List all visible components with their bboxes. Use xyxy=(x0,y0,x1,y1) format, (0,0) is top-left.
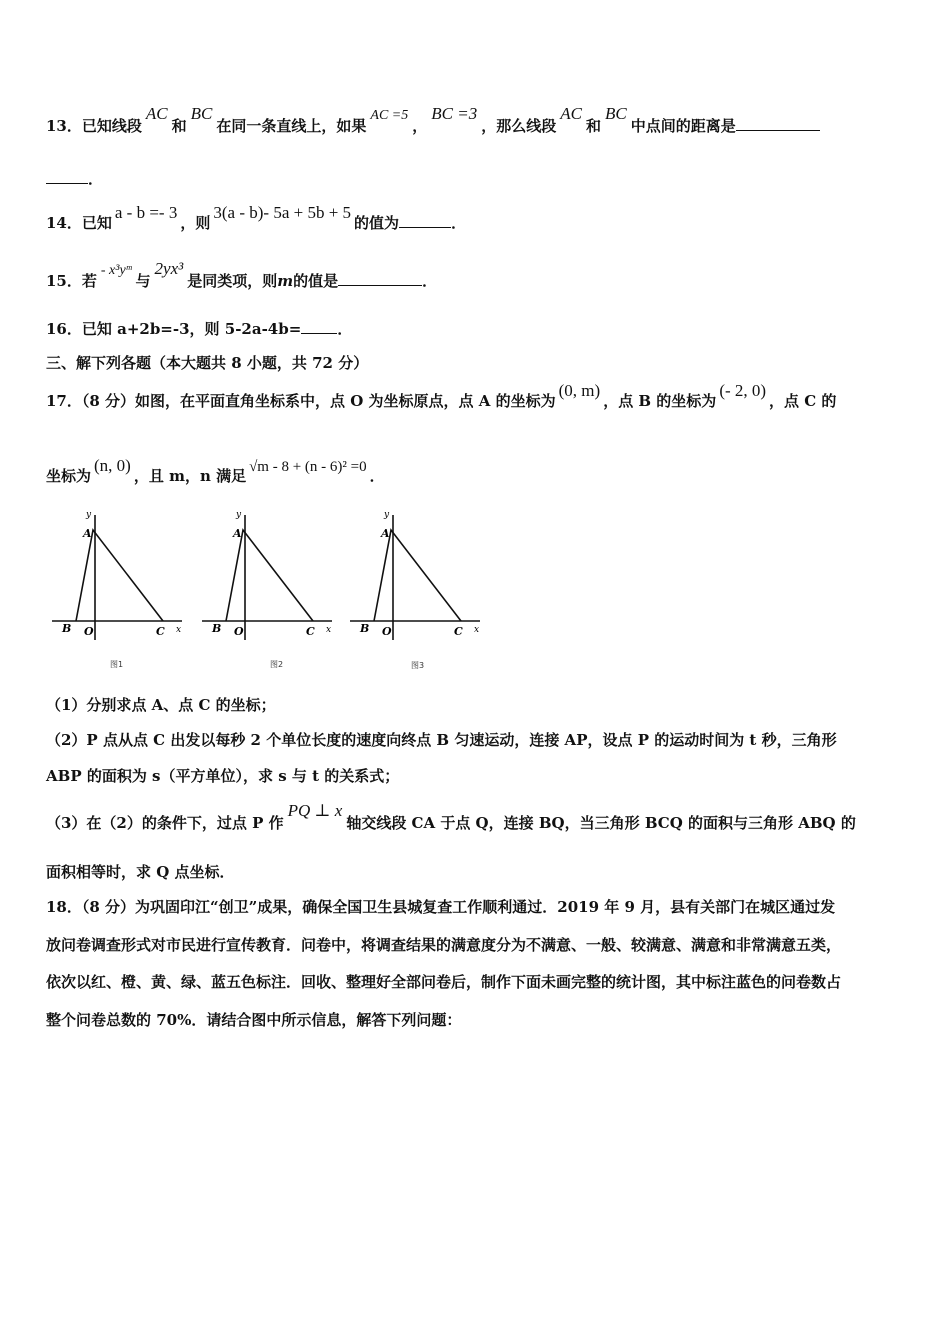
q14-tail: ． xyxy=(451,214,467,232)
q17-text-6: ． xyxy=(369,467,385,485)
x-axis-label: x xyxy=(474,625,480,635)
point-b-label: B xyxy=(212,622,222,635)
q15-tail: ． xyxy=(422,272,438,290)
q18-line-3: 依次以红、橙、黄、绿、蓝五色标注．回收、整理好全部问卷后，制作下面未画完整的统计图，其中标注蓝色的问卷数占 xyxy=(46,973,842,991)
q15-text-4: 的值是 xyxy=(293,272,339,290)
point-b-label: B xyxy=(62,622,72,635)
q13-text-6: 和 xyxy=(585,117,601,135)
math-expression: 3(a - b)- 5a + 5b + 5 xyxy=(213,203,352,222)
point-c-label: C xyxy=(454,625,463,638)
q18-line-4: 整个问卷总数的 70%．请结合图中所示信息，解答下列问题： xyxy=(46,1011,462,1029)
question-number: 15． xyxy=(46,272,82,290)
figure-2 xyxy=(200,505,340,645)
q16-tail: ． xyxy=(337,320,353,338)
q17-text-2: ，点 B 的坐标为 xyxy=(603,392,717,410)
figure-1-caption: 图1 xyxy=(110,660,124,669)
question-15 xyxy=(46,259,438,291)
point-a-label: A xyxy=(83,527,92,540)
q14-text-3: 的值为 xyxy=(354,214,400,232)
q13-tail: ． xyxy=(88,170,104,188)
q17-part-3 xyxy=(46,801,856,833)
point-c-label: C xyxy=(156,625,165,638)
origin-label: O xyxy=(382,625,392,638)
answer-blank[interactable] xyxy=(46,171,88,184)
q13-text-2: 和 xyxy=(171,117,187,135)
origin-label: O xyxy=(234,625,244,638)
q15-text-2: 与 xyxy=(135,272,151,290)
question-14 xyxy=(46,203,467,233)
math-point-b: (- 2, 0) xyxy=(719,381,767,400)
q17-part-3-text-2: 轴交线段 CA 于点 Q，连接 BQ，当三角形 BCQ 的面积与三角形 ABQ 的 xyxy=(346,814,856,832)
question-number: 14． xyxy=(46,214,82,232)
math-bc: BC xyxy=(190,104,213,123)
question-number: 17． xyxy=(46,392,82,410)
figure-3 xyxy=(348,505,488,645)
q17-part-2-line-1: （2）P 点从点 C 出发以每秒 2 个单位长度的速度向终点 B 匀速运动，连接 AP，设点 P 的运动时间为 t 秒，三角形 xyxy=(46,731,837,749)
math-point-c: (n, 0) xyxy=(94,456,131,475)
x-axis-label: x xyxy=(326,625,332,635)
q15-text-1: 若 xyxy=(81,272,97,290)
x-axis-label: x xyxy=(176,625,182,635)
math-term-1: - x³yᵐ xyxy=(100,263,132,278)
q13-text-4: ， xyxy=(412,117,428,135)
y-axis-label: y xyxy=(236,510,242,520)
section-heading: 三、解下列各题（本大题共 8 小题，共 72 分） xyxy=(46,354,369,372)
math-m: m xyxy=(277,272,294,290)
question-13-continued xyxy=(46,168,103,189)
question-number: 16． xyxy=(46,320,82,338)
math-a-minus-b: a - b =- 3 xyxy=(114,203,178,222)
math-ac: AC xyxy=(145,104,168,123)
q18-line-1: 18．（8 分）为巩固印江“创卫”成果，确保全国卫生县城复查工作顺利通过．2019 年 9 月，县有关部门在城区通过发 xyxy=(46,898,836,916)
math-ac-eq-5: AC =5 xyxy=(370,108,409,123)
point-b-label: B xyxy=(360,622,370,635)
q17-text-4: 坐标为 xyxy=(46,467,92,485)
q16-text: 已知 a+2b=-3，则 5-2a-4b= xyxy=(81,320,302,338)
question-13 xyxy=(46,104,820,136)
math-bc-eq-3: BC =3 xyxy=(431,104,478,123)
math-condition: √m - 8 + (n - 6)² =0 xyxy=(249,459,367,475)
y-axis-label: y xyxy=(384,510,390,520)
q14-text-2: ，则 xyxy=(180,214,211,232)
q13-text-7: 中点间的距离是 xyxy=(630,117,736,135)
q17-part-1: （1）分别求点 A、点 C 的坐标； xyxy=(46,696,276,714)
point-a-label: A xyxy=(381,527,390,540)
q14-text-1: 已知 xyxy=(81,214,112,232)
origin-label: O xyxy=(84,625,94,638)
math-pq-perp-x: PQ ⊥ x xyxy=(287,801,343,820)
figure-2-caption: 图2 xyxy=(270,660,284,669)
math-bc: BC xyxy=(604,104,627,123)
q17-part-2-line-2: ABP 的面积为 s（平方单位），求 s 与 t 的关系式； xyxy=(46,767,400,785)
figure-3-caption: 图3 xyxy=(411,661,425,670)
q13-text-5: ，那么线段 xyxy=(481,117,557,135)
answer-blank[interactable] xyxy=(338,273,422,286)
q17-part-3-text-1: （3）在（2）的条件下，过点 P 作 xyxy=(46,814,284,832)
q15-text-3: 是同类项，则 xyxy=(187,272,278,290)
q17-text-5: ，且 m，n 满足 xyxy=(133,467,247,485)
q18-line-2: 放问卷调查形式对市民进行宣传教育．问卷中，将调查结果的满意度分为不满意、一般、较满意、满意和非常满意五类， xyxy=(46,936,842,954)
q13-text-1: 已知线段 xyxy=(81,117,142,135)
q13-text-3: 在同一条直线上，如果 xyxy=(216,117,367,135)
q17-text-3: ，点 C 的 xyxy=(769,392,837,410)
q17-text-1: （8 分）如图，在平面直角坐标系中，点 O 为坐标原点，点 A 的坐标为 xyxy=(81,392,556,410)
math-term-2: 2yx³ xyxy=(154,259,184,278)
question-16 xyxy=(46,318,352,339)
question-number: 13． xyxy=(46,117,82,135)
question-17-line-2 xyxy=(46,456,385,486)
q17-part-3-line-2: 面积相等时，求 Q 点坐标． xyxy=(46,863,235,881)
math-point-a: (0, m) xyxy=(558,381,601,400)
answer-blank[interactable] xyxy=(301,321,337,334)
figure-1 xyxy=(50,505,190,645)
point-a-label: A xyxy=(233,527,242,540)
math-ac: AC xyxy=(560,104,582,123)
answer-blank[interactable] xyxy=(736,118,820,131)
y-axis-label: y xyxy=(86,510,92,520)
question-17 xyxy=(46,381,837,411)
answer-blank[interactable] xyxy=(399,215,451,228)
point-c-label: C xyxy=(306,625,315,638)
